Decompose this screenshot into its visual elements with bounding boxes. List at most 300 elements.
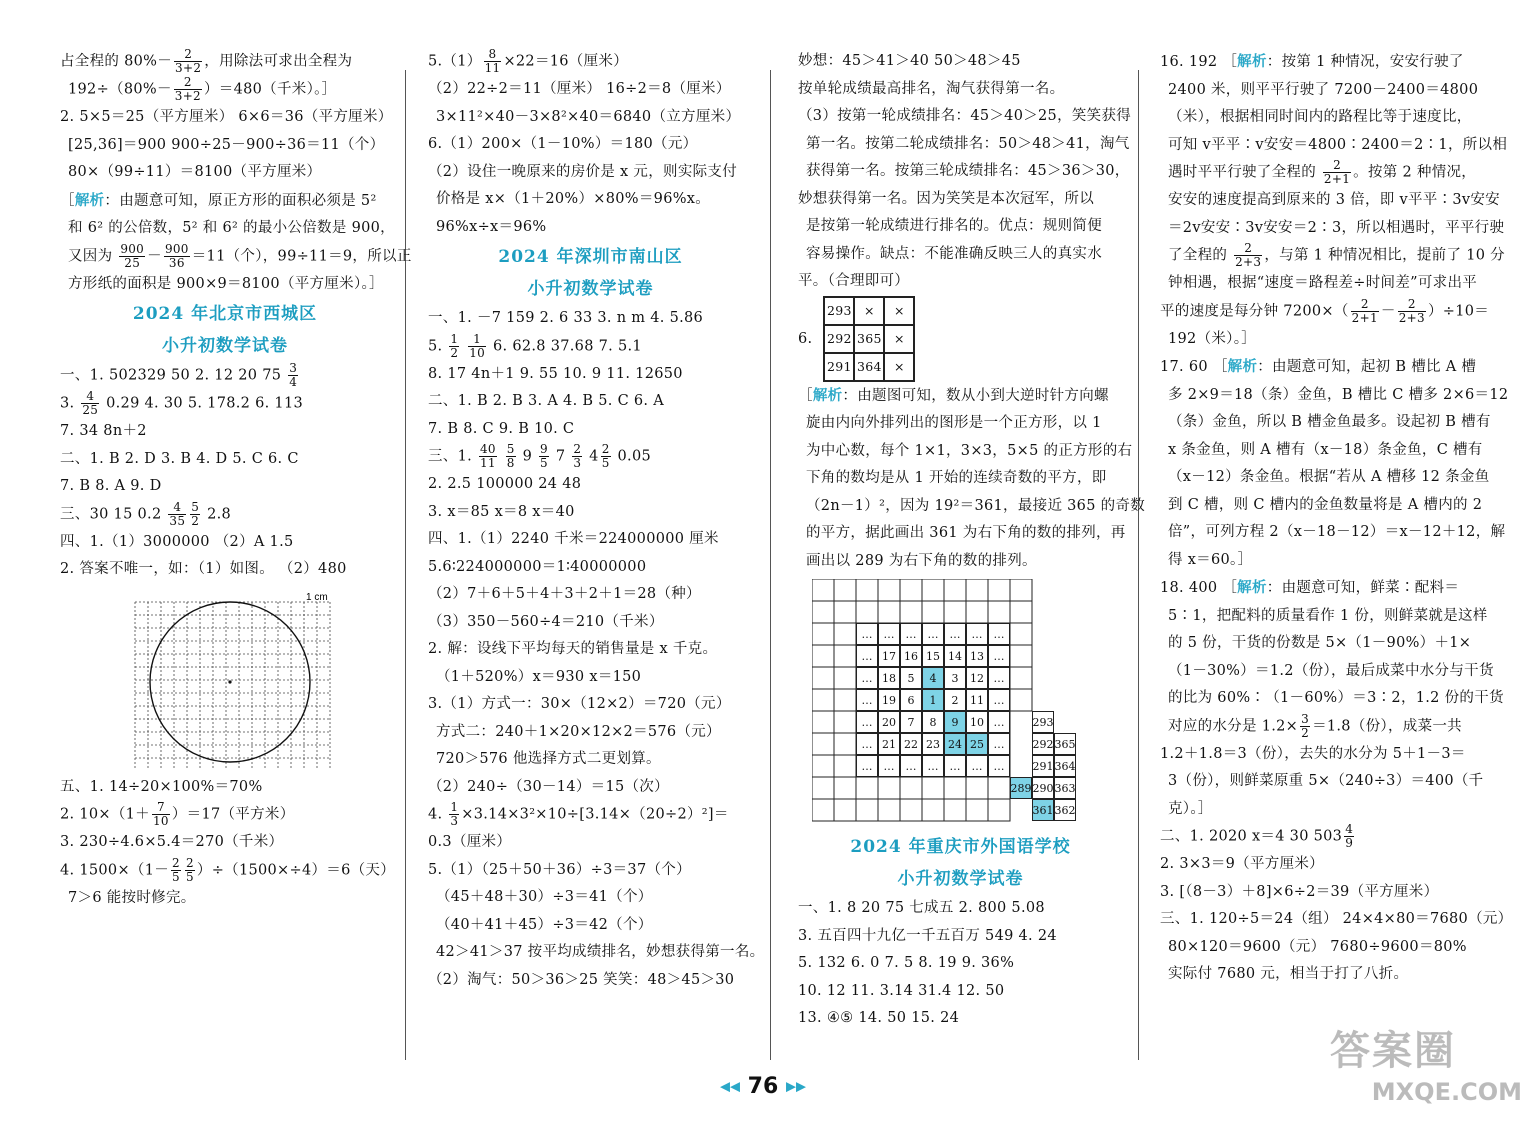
text-run: ）＝17（平方米）	[171, 806, 295, 823]
answer-line	[60, 132, 390, 160]
text-run: ＝1.8（份），成菜一共	[1312, 718, 1462, 734]
text-run: 16. 192 ［解析：按第 1 种情况，安安行驶了	[1160, 53, 1464, 70]
text-run: 了全程的	[1168, 247, 1233, 264]
text-run: 80×120＝9600（元） 7680÷9600＝80%	[1168, 938, 1467, 955]
answer-line	[798, 978, 1123, 1006]
answer-line	[798, 241, 1123, 269]
spiral-cell: 22	[900, 733, 922, 755]
text-run: 3. [（8－3）＋8]×6÷2＝39（平方厘米）	[1160, 883, 1439, 900]
grid-square	[988, 601, 1010, 623]
spiral-cell: 4	[922, 667, 944, 689]
answer-line	[798, 268, 1123, 296]
grid-square	[834, 645, 856, 667]
text-run: 9	[517, 448, 538, 465]
text-run: ×22＝16（厘米）	[503, 53, 628, 70]
spiral-cell: …	[856, 667, 878, 689]
answer-line	[428, 691, 753, 719]
text-run: 5.（1）（25＋50＋36）÷3＝37（个）	[428, 861, 691, 878]
prev-arrow-icon: ◀◀	[720, 1079, 740, 1095]
text-run: 3. x＝85 x＝8 x＝40	[428, 503, 575, 520]
fraction	[168, 501, 186, 528]
answer-line	[1160, 823, 1500, 851]
answer-line	[60, 473, 390, 501]
analysis-label: 解析	[1237, 579, 1267, 596]
text-run: 按单轮成绩最高排名，淘气获得第一名。	[798, 80, 1065, 97]
answer-line	[60, 529, 390, 557]
grid-square	[812, 579, 834, 601]
grid-square	[988, 777, 1010, 799]
text-run: 一、1. 502329 50 2. 12 20 75	[60, 367, 287, 384]
answer-line	[428, 499, 753, 527]
text-run: ＝2v安安∶3v安安＝2∶3，所以相遇时，平平行驶	[1168, 219, 1505, 236]
spiral-cell: …	[988, 623, 1010, 645]
spiral-cell: 5	[900, 667, 922, 689]
spiral-cell: 6	[900, 689, 922, 711]
fraction	[479, 443, 497, 470]
grid-square	[834, 579, 856, 601]
answer-line	[798, 1005, 1123, 1033]
fraction-numerator: 9	[540, 442, 548, 456]
col3-block-b	[798, 382, 1146, 576]
text-run: （2）7＋6＋5＋4＋3＋2＋1＝28（种）	[428, 586, 701, 602]
grid-square	[966, 799, 988, 821]
spiral-cell: 365	[1054, 733, 1076, 755]
grid-square	[900, 777, 922, 799]
fraction-denominator: 2	[191, 513, 200, 528]
fraction	[468, 333, 486, 360]
fraction-denominator: 2+3	[1235, 255, 1262, 269]
spiral-cell: …	[988, 689, 1010, 711]
text-run: 遇时平平行驶了全程的	[1168, 164, 1321, 181]
next-arrow-icon: ▶▶	[785, 1079, 806, 1095]
cross-mark: ×	[884, 297, 914, 325]
text-run: 2. 3×3＝9（平方厘米）	[1160, 856, 1324, 872]
text-run: 。按第 2 种情况，	[1353, 164, 1477, 181]
spiral-cell: 21	[878, 733, 900, 755]
fraction	[506, 443, 516, 470]
grid-square	[812, 667, 834, 689]
answer-line	[798, 382, 1123, 411]
answer-line	[60, 390, 390, 418]
fraction-denominator: 5	[540, 456, 548, 470]
grid-square	[922, 601, 944, 623]
spiral-cell: 1	[922, 689, 944, 711]
answer-line	[798, 923, 1123, 951]
text-run: （2）240÷（30－14）＝15（次）	[428, 778, 669, 795]
column-divider	[1138, 70, 1139, 1060]
text-run: ）÷10＝	[1427, 303, 1490, 319]
text-run: 可知 v平平∶v安安＝4800∶2400＝2∶1，所以相	[1168, 136, 1508, 153]
fraction	[190, 501, 200, 528]
spiral-cell: 16	[900, 645, 922, 667]
answer-line	[798, 76, 1123, 104]
grid-cell: 365	[854, 325, 884, 353]
col2-block-b	[428, 305, 765, 994]
text-run: －	[147, 248, 162, 264]
text-run: 2. 解：设线下平均每天的销售量是 x 千克。	[428, 641, 718, 657]
spiral-cell: 291	[1032, 755, 1054, 777]
col3-block-c	[798, 895, 1123, 1033]
text-run: 获得第一名。按第三轮成绩排名：45＞36＞30，	[806, 163, 1130, 179]
grid-square	[834, 777, 856, 799]
answer-line	[428, 76, 753, 104]
text-run: （3）按第一轮成绩排名：45＞40＞25，笑笑获得	[798, 108, 1132, 124]
column-2	[428, 47, 765, 994]
text-run: ÷4）＝6（天）	[289, 862, 396, 878]
grid-square	[812, 799, 834, 821]
answer-line	[428, 443, 753, 471]
grid-square	[878, 579, 900, 601]
text-run: 5. 132 6. 0 7. 5 8. 19 9. 36%	[798, 955, 1015, 971]
cross-mark: ×	[884, 325, 914, 353]
fraction	[1344, 823, 1354, 850]
spiral-cell: …	[988, 667, 1010, 689]
spiral-cell: 9	[944, 711, 966, 733]
fraction-numerator: 2	[1351, 298, 1379, 312]
answer-line	[1160, 270, 1500, 298]
text-run: 2. 答案不唯一，如：（1）如图。 （2）480	[60, 561, 347, 577]
answer-line	[60, 829, 390, 857]
answer-line	[1160, 519, 1506, 547]
answer-line	[60, 187, 390, 216]
fraction	[288, 362, 298, 389]
fraction-denominator: 5	[172, 869, 180, 884]
fraction-numerator: 5	[506, 442, 515, 456]
text-run: 2. 10×（1＋	[60, 806, 150, 823]
dotted-grid	[135, 602, 330, 768]
text-run: 3. 五百四十九亿一千五百万 549 4. 24	[798, 927, 1057, 944]
grid-square	[1010, 623, 1032, 645]
cross-mark: ×	[854, 297, 884, 325]
text-run: 四、1.（1）3000000 （2）A 1.5	[60, 533, 294, 550]
spiral-cell: …	[878, 755, 900, 777]
fraction	[81, 390, 99, 417]
grid-square	[966, 777, 988, 799]
spiral-cell: …	[988, 755, 1010, 777]
grid-square	[922, 777, 944, 799]
answer-line	[1160, 437, 1500, 465]
spiral-cell: 362	[1054, 799, 1076, 821]
answer-line	[1160, 879, 1500, 907]
text-run: 三、30 15 0.2	[60, 506, 167, 522]
spiral-cell: 12	[966, 667, 988, 689]
grid-square	[1010, 601, 1032, 623]
answer-line	[428, 416, 753, 444]
spiral-cell: …	[966, 623, 988, 645]
text-run: 方形纸的面积是 900×9＝8100（平方厘米）。］	[68, 275, 384, 292]
text-run: 五、1. 14÷20×100%＝70%	[60, 778, 263, 795]
section-title: 2024 年北京市西城区	[132, 304, 318, 324]
fraction	[1300, 713, 1310, 740]
answer-line	[428, 829, 753, 857]
answer-line	[60, 855, 396, 885]
text-run: （2）设住一晚原来的房价是 x 元，则实际支付	[428, 163, 738, 180]
text-run: 8. 17 4n＋1 9. 55 10. 9 11. 12650	[428, 365, 683, 382]
spiral-cell: 18	[878, 667, 900, 689]
answer-line	[428, 664, 753, 692]
answer-line	[60, 556, 390, 584]
answer-line	[428, 939, 765, 967]
answer-line	[798, 131, 1130, 159]
grid-square	[944, 799, 966, 821]
fraction-denominator: 10	[152, 814, 169, 828]
answer-line	[1160, 298, 1500, 326]
answer-line	[428, 609, 753, 637]
grid-square	[834, 733, 856, 755]
fraction-numerator: 2	[1234, 242, 1262, 256]
fraction	[152, 801, 170, 828]
answer-line	[428, 526, 753, 554]
text-run: 42＞41＞37 按平均成绩排名，妙想获得第一名。	[436, 944, 765, 960]
answer-line	[428, 912, 753, 940]
answer-line	[428, 581, 753, 609]
column-4	[1160, 48, 1513, 989]
spiral-cell: …	[988, 711, 1010, 733]
grid-square	[988, 579, 1010, 601]
text-run: 4	[584, 448, 599, 465]
fraction-numerator: 1	[468, 333, 486, 347]
grid-square	[812, 777, 834, 799]
text-run: 5.	[428, 338, 448, 354]
grid-square	[834, 711, 856, 733]
text-run: 192÷（80%－	[68, 81, 172, 98]
col1-block-c	[60, 774, 396, 913]
text-run: 多 2×9＝18（条）金鱼，B 槽比 C 槽多 2×6＝12	[1168, 386, 1509, 403]
grid-square	[1010, 579, 1032, 601]
spiral-cell: …	[988, 733, 1010, 755]
fraction-numerator: 2	[573, 442, 582, 456]
text-run: （1－30%）＝1.2（份），最后成菜中水分与干货	[1168, 662, 1494, 679]
fraction	[1234, 242, 1262, 269]
text-run: 又因为	[68, 248, 118, 264]
text-run: （2）淘气：50＞36＞25 笑笑：48＞45＞30	[428, 971, 735, 988]
answer-line	[1160, 574, 1500, 603]
grid-square	[944, 777, 966, 799]
text-run: ，与第 1 种情况相比，提前了 10 分	[1264, 247, 1505, 264]
text-run: 6.（1）200×（1－10%）＝180（元）	[428, 136, 698, 152]
fraction-numerator: 5	[191, 499, 200, 514]
grid-cell: 364	[854, 353, 884, 381]
answer-line	[60, 418, 390, 446]
answer-line	[428, 388, 753, 416]
answer-line	[60, 104, 393, 132]
answer-line	[1160, 492, 1500, 520]
text-run: 克）。］	[1168, 800, 1213, 817]
answer-line	[428, 774, 753, 802]
text-run: ，用除法可求出全程为	[204, 53, 353, 70]
grid-square	[922, 799, 944, 821]
text-run: 旋由内向外排列出的图形是一个正方形，以 1	[806, 415, 1102, 431]
answer-line	[428, 636, 753, 664]
text-run: 4.	[428, 806, 448, 823]
fraction-denominator: 3+2	[175, 61, 202, 75]
fraction-numerator: 8	[484, 48, 502, 62]
text-run: ）＝480（千米）。］	[204, 81, 337, 98]
grid-square	[834, 689, 856, 711]
answer-line	[798, 895, 1123, 923]
watermark-logo-text: 答案圈	[1330, 1028, 1456, 1074]
text-run: （2n－1）²，因为 19²＝361，最接近 365 的奇数	[806, 497, 1146, 514]
text-run: －	[1380, 303, 1396, 319]
text-run: 方式二：240＋1×20×12×2＝576（元）	[436, 723, 721, 740]
grid-square	[1010, 689, 1032, 711]
col4-block-a	[1160, 48, 1513, 989]
spiral-cell: …	[922, 623, 944, 645]
column-divider	[405, 70, 406, 1060]
analysis-label: 解析	[1237, 53, 1267, 70]
text-run: 720＞576 他选择方式二更划算。	[436, 751, 661, 767]
text-run: 80×（99÷11）＝8100（平方厘米）	[68, 164, 322, 180]
answer-line	[428, 159, 753, 187]
answer-line	[798, 465, 1123, 493]
text-run: ）÷（1500×	[196, 862, 290, 878]
text-run: 占全程的 80%－	[60, 53, 173, 70]
spiral-cell: 14	[944, 645, 966, 667]
fraction-denominator: 5	[185, 869, 194, 884]
fraction-numerator: 3	[1301, 711, 1310, 726]
answer-line	[60, 801, 390, 829]
answer-line	[428, 214, 753, 242]
grid-square	[988, 799, 1010, 821]
text-run: 5.6∶224000000＝1∶40000000	[428, 558, 647, 575]
fraction	[484, 48, 502, 75]
spiral-cell: 7	[900, 711, 922, 733]
fraction-denominator: 5	[601, 456, 610, 470]
text-run: 3. 230÷4.6×5.4＝270（千米）	[60, 834, 284, 850]
scale-label: 1 cm	[306, 591, 328, 603]
answer-line	[60, 241, 412, 271]
fraction	[1398, 298, 1426, 325]
grid-square	[812, 733, 834, 755]
spiral-cell: …	[944, 755, 966, 777]
answer-grid-3x3	[823, 296, 915, 382]
grid-square	[944, 579, 966, 601]
text-run: （2）22÷2＝11（厘米） 16÷2＝8（厘米）	[428, 81, 731, 97]
text-run: 到 C 槽，则 C 槽内的金鱼数量将是 A 槽内的 2	[1168, 496, 1483, 513]
fraction-denominator: 8	[506, 456, 515, 470]
fraction	[174, 48, 202, 75]
answer-line	[1160, 713, 1500, 741]
spiral-cell: 361	[1032, 799, 1054, 821]
fraction	[449, 333, 459, 360]
answer-line	[1160, 409, 1500, 437]
grid-square	[900, 799, 922, 821]
spiral-cell: 290	[1032, 777, 1054, 799]
page-number-text: 76	[747, 1074, 779, 1099]
fraction-denominator: 36	[168, 255, 185, 270]
answer-line	[428, 104, 753, 132]
section-subtitle: 小升初数学试卷	[527, 279, 654, 299]
column-3	[798, 48, 1146, 1033]
spiral-cell: 13	[966, 645, 988, 667]
fraction-denominator: 10	[469, 345, 486, 360]
fraction-numerator: 2	[185, 855, 194, 870]
text-run: （3）350－560÷4＝210（千米）	[428, 613, 664, 630]
grid-square	[856, 579, 878, 601]
answer-line	[60, 76, 390, 104]
grid-square	[1010, 645, 1032, 667]
text-run: 10. 12 11. 3.14 31.4 12. 50	[798, 982, 1005, 999]
text-run	[499, 449, 504, 465]
text-run: ＝11（个），99÷11＝9，所以正	[191, 248, 412, 264]
answer-line	[1160, 132, 1508, 160]
text-run: 0.29 4. 30 5. 178.2 6. 113	[101, 395, 304, 412]
grid-square	[900, 579, 922, 601]
answer-line	[1160, 187, 1500, 215]
spiral-cell: …	[856, 733, 878, 755]
text-run: 3×11²×40－3×8²×40＝6840（立方厘米）	[436, 108, 741, 125]
fraction	[185, 857, 195, 884]
col3-block-a	[798, 48, 1132, 296]
fraction-denominator: 2+1	[1323, 172, 1351, 186]
text-run	[461, 338, 466, 354]
grid-question-label: 6.	[798, 330, 813, 347]
text-run: 的 5 份，干货的份数是 5×（1－90%）＋1×	[1168, 635, 1472, 651]
grid-square	[812, 755, 834, 777]
text-run: 为中心数，每个 1×1，3×3，5×5 的正方形的右	[806, 442, 1133, 459]
col1-block-b	[60, 362, 390, 584]
page-number	[720, 1074, 806, 1099]
fraction-denominator: 3+2	[174, 89, 201, 103]
spiral-cell: …	[856, 645, 878, 667]
text-run: 2.8	[202, 506, 232, 522]
answer-line	[1160, 934, 1500, 962]
spiral-cell: 364	[1054, 755, 1076, 777]
spiral-cell: 293	[1032, 711, 1054, 733]
fraction-numerator: 2	[601, 442, 610, 456]
spiral-cell: 2	[944, 689, 966, 711]
grid-square	[944, 601, 966, 623]
text-run: 5.（1）	[428, 53, 482, 70]
text-run: 7＞6 能按时修完。	[68, 889, 196, 906]
fraction-numerator: 2	[174, 76, 202, 90]
answer-line	[428, 746, 753, 774]
fraction-numerator: 2	[1323, 159, 1351, 173]
text-run: 7. B 8. A 9. D	[60, 478, 162, 494]
text-run: 3（份），则鲜菜原重 5×（240÷3）＝400（千	[1168, 773, 1484, 789]
text-run: 画出以 289 为右下角的数的排列。	[806, 552, 1037, 569]
circle-figure	[130, 590, 340, 770]
text-run: 和 6² 的公倍数，5² 和 6² 的最小公倍数是 900，	[68, 220, 395, 236]
spiral-cell: …	[878, 623, 900, 645]
circle-center	[228, 680, 231, 683]
column-1	[60, 47, 412, 912]
text-run: 一、1. －7 159 2. 6 33 3. n m 4. 5.86	[428, 310, 704, 326]
text-run: 得 x＝60。］	[1168, 551, 1253, 568]
grid-square	[834, 667, 856, 689]
answer-line	[428, 333, 753, 361]
fraction-denominator: 2	[1301, 725, 1310, 740]
answer-line	[60, 159, 390, 187]
text-run: 3.（1）方式一：30×（12×2）＝720（元）	[428, 696, 731, 712]
fraction-numerator: 3	[289, 361, 298, 375]
text-run: 0.05	[612, 448, 652, 465]
answer-line	[428, 967, 753, 995]
answer-line	[60, 215, 395, 243]
fraction-numerator: 1	[450, 800, 459, 814]
answer-line	[798, 548, 1123, 576]
text-run: 7. B 8. C 9. B 10. C	[428, 420, 575, 437]
section-title: 2024 年深圳市南山区	[498, 247, 683, 267]
answer-line	[1160, 768, 1500, 796]
spiral-cell: …	[856, 623, 878, 645]
text-run: ［解析：由题意可知，原正方形的面积必须是 5²	[60, 191, 377, 209]
text-run: 2400 米，则平平行驶了 7200－2400＝4800	[1168, 81, 1479, 98]
text-run: x 条金鱼，则 A 槽有（x－18）条金鱼，C 槽有	[1168, 441, 1483, 458]
grid-square	[900, 601, 922, 623]
fraction-numerator: 2	[172, 855, 180, 870]
text-run: 一、1. 8 20 75 七成五 2. 800 5.08	[798, 900, 1045, 916]
